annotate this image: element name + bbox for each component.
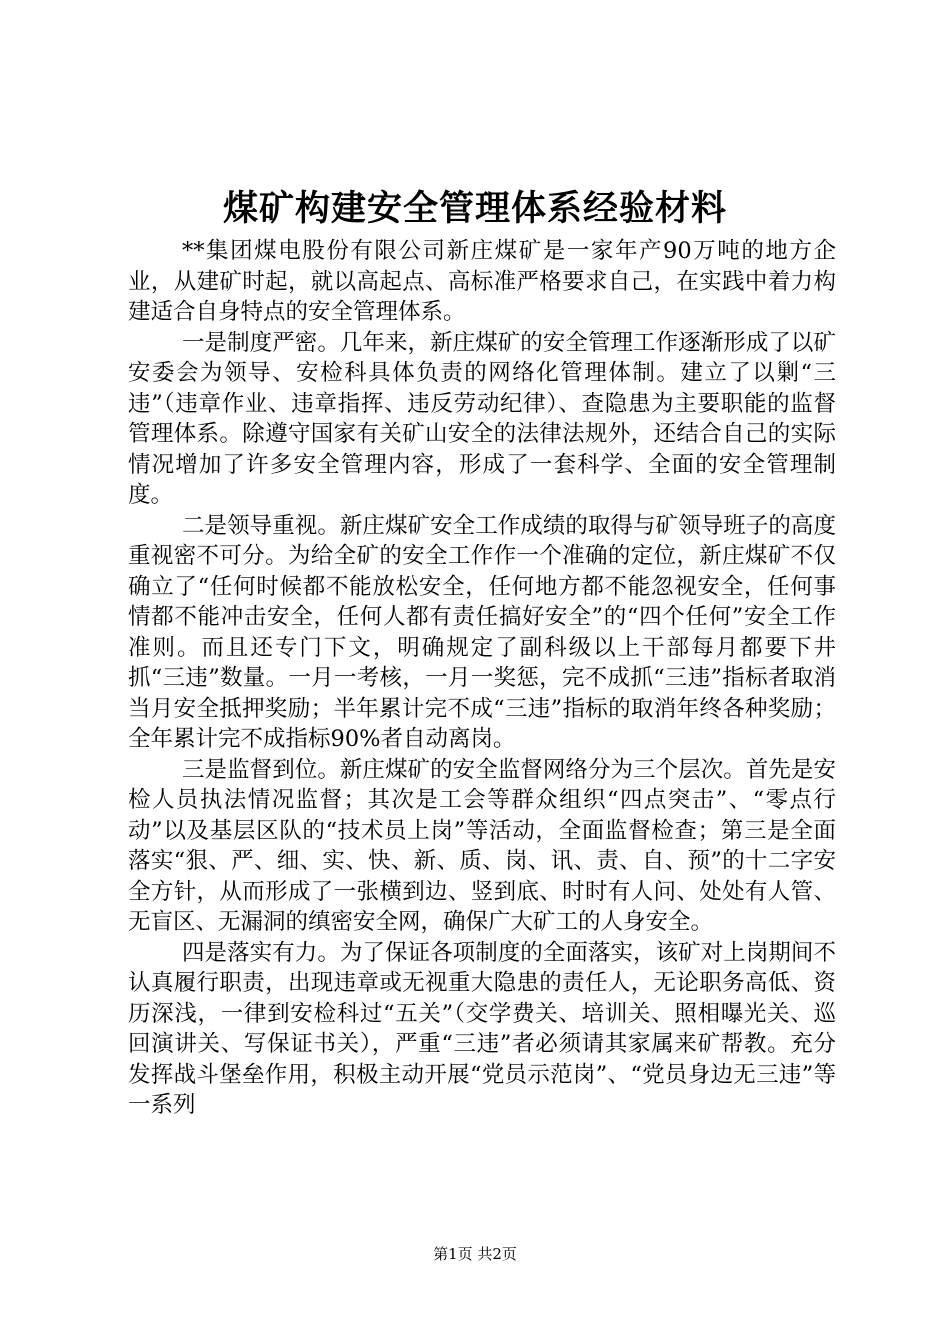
page-number-footer: 第1页 共2页: [433, 1245, 517, 1263]
paragraph-intro: **集团煤电股份有限公司新庄煤矿是一家年产90万吨的地方企业，从建矿时起，就以高起点、高标准严格要求自己，在实践中着力构建适合自身特点的安全管理体系。: [128, 238, 836, 325]
paragraph-supervision: 三是监督到位。新庄煤矿的安全监督网络分为三个层次。首先是安检人员执法情况监督；其次是工会等群众组织“四点突击”、“零点行动”以及基层区队的“技术员上岗”等活动，全面监督检查；第三是全面落实“狠、严、细、实、快、新、质、岗、讯、责、自、预”的十二字安全方针，从而形成了一张横到边、竖到底、时时有人问、处处有人管、无盲区、无漏洞的缜密安全网，确保广大矿工的人身安全。: [128, 756, 836, 935]
document-body: [128, 236, 836, 1121]
paragraph-system-strict: 一是制度严密。几年来，新庄煤矿的安全管理工作逐渐形成了以矿安委会为领导、安检科具体负责的网络化管理体制。建立了以剿“三违”（违章作业、违章指挥、违反劳动纪律）、查隐患为主要职能的监督管理体系。除遵守国家有关矿山安全的法律法规外，还结合自己的实际情况增加了许多安全管理内容，形成了一套科学、全面的安全管理制度。: [128, 329, 836, 508]
paragraph-implementation: 四是落实有力。为了保证各项制度的全面落实，该矿对上岗期间不认真履行职责，出现违章或无视重大隐患的责任人，无论职务高低、资历深浅，一律到安检科过“五关”（交学费关、培训关、照相曝光关、巡回演讲关、写保证书关），严重“三违”者必须请其家属来矿帮教。充分发挥战斗堡垒作用，积极主动开展“党员示范岗”、“党员身边无三违”等一系列: [128, 939, 836, 1118]
paragraph-leadership: 二是领导重视。新庄煤矿安全工作成绩的取得与矿领导班子的高度重视密不可分。为给全矿的安全工作作一个准确的定位，新庄煤矿不仅确立了“任何时候都不能放松安全，任何地方都不能忽视安全，任何事情都不能冲击安全，任何人都有责任搞好安全”的“四个任何”安全工作准则。而且还专门下文，明确规定了副科级以上干部每月都要下井抓“三违”数量。一月一考核，一月一奖惩，完不成抓“三违”指标者取消当月安全抵押奖励；半年累计完不成“三违”指标的取消年终各种奖励；全年累计完不成指标90%者自动离岗。: [128, 512, 836, 752]
document-title: 煤矿构建安全管理体系经验材料: [222, 188, 727, 229]
